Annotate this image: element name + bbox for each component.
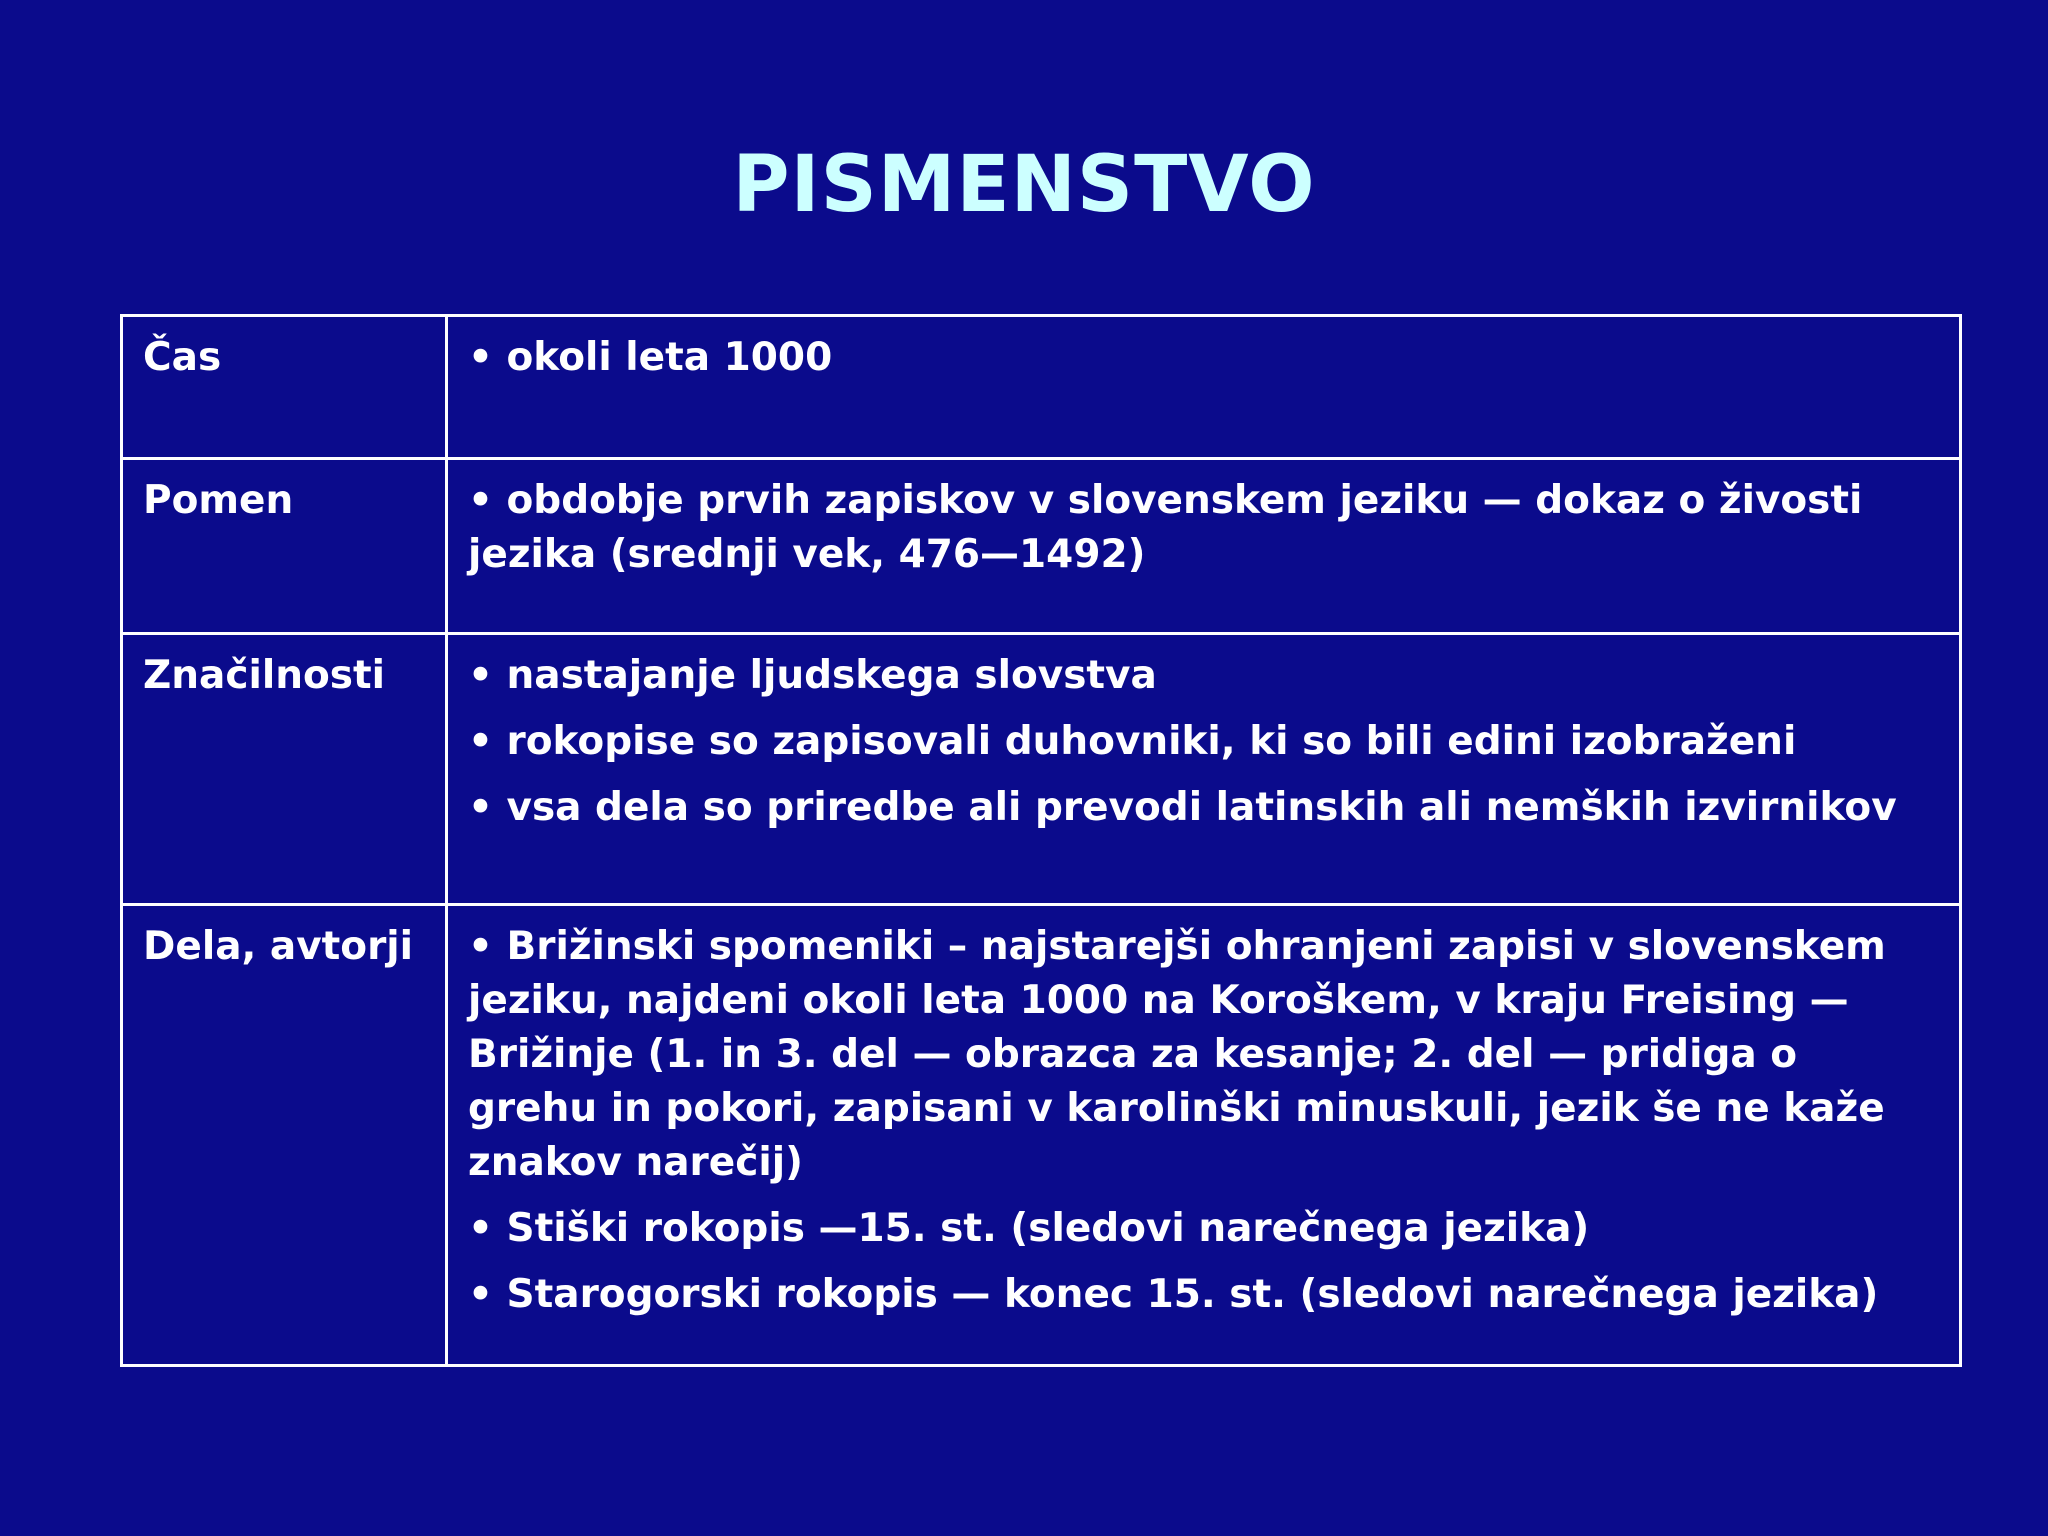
table-row-dela — [122, 905, 1961, 1366]
bullet-item: • Stiški rokopis —15. st. (sledovi narečnega jezika) — [468, 1202, 1939, 1256]
bullet-item: • obdobje prvih zapiskov v slovenskem jeziku — dokaz o živosti jezika (srednji vek, 476—1492) — [468, 474, 1939, 582]
row-label-pomen: Pomen — [122, 459, 447, 634]
row-label-dela: Dela, avtorji — [122, 905, 447, 1366]
table-row-cas — [122, 316, 1961, 459]
row-content-cas — [447, 316, 1961, 459]
row-content-znacilnosti — [447, 634, 1961, 905]
bullet-item: • rokopise so zapisovali duhovniki, ki so bili edini izobraženi — [468, 715, 1939, 769]
table-row-znacilnosti — [122, 634, 1961, 905]
content-table — [120, 314, 1962, 1367]
bullet-item: • Brižinski spomeniki – najstarejši ohranjeni zapisi v slovenskem jeziku, najdeni okoli leta 1000 na Koroškem, v kraju Freising — Brižinje (1. in 3. del — obrazca za kesanje; 2. del — pridiga o grehu in pokori, zapisani v karolinški minuskuli, jezik še ne kaže znakov narečij) — [468, 920, 1939, 1190]
row-content-dela — [447, 905, 1961, 1366]
bullet-item: • okoli leta 1000 — [468, 331, 1939, 385]
row-label-cas: Čas — [122, 316, 447, 459]
bullet-item: • nastajanje ljudskega slovstva — [468, 649, 1939, 703]
bullet-item: • Starogorski rokopis — konec 15. st. (sledovi narečnega jezika) — [468, 1268, 1939, 1322]
slide-title: PISMENSTVO — [732, 140, 1316, 230]
row-content-pomen — [447, 459, 1961, 634]
bullet-item: • vsa dela so priredbe ali prevodi latinskih ali nemških izvirnikov — [468, 781, 1939, 835]
row-label-znacilnosti: Značilnosti — [122, 634, 447, 905]
table-row-pomen — [122, 459, 1961, 634]
